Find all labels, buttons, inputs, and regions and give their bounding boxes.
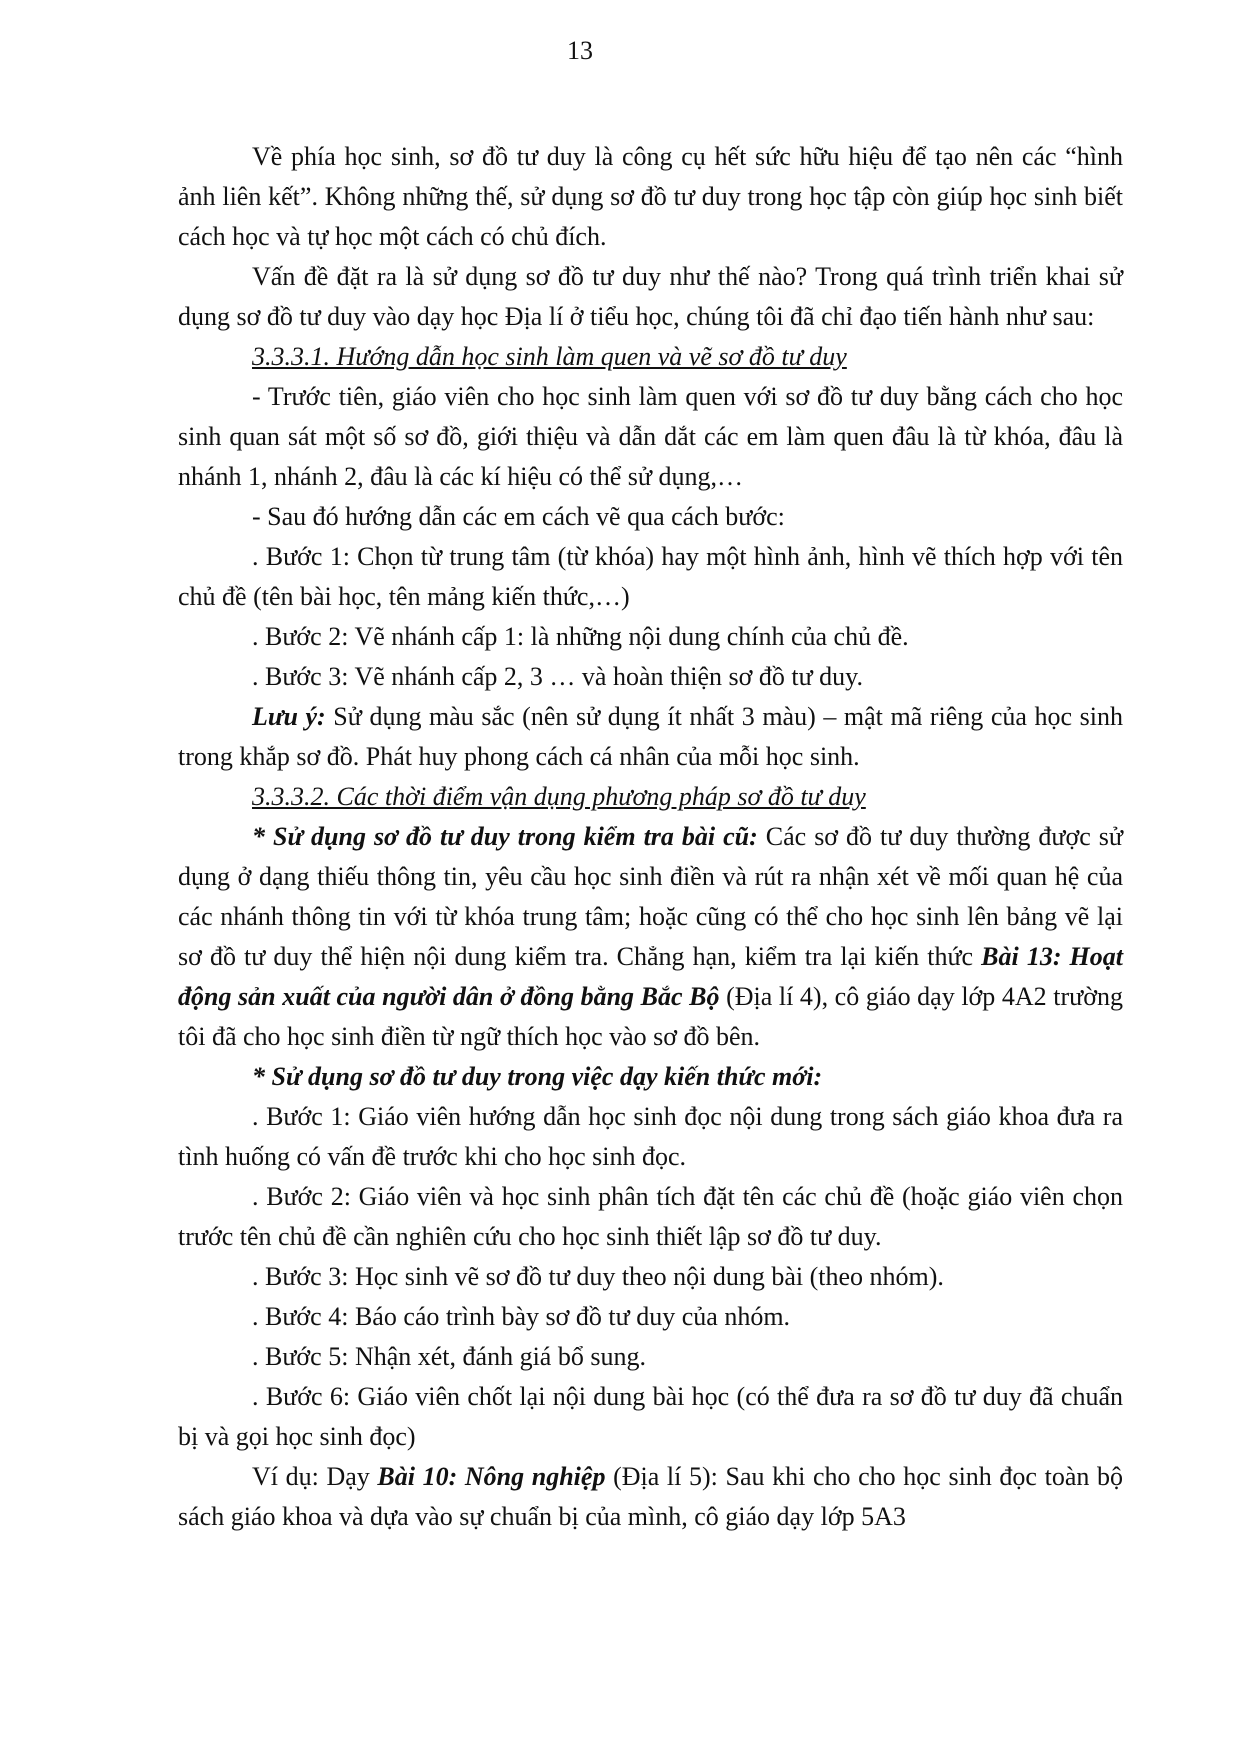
lesson-13-title: Bài 13: Hoạt động sản xuất của người dân ở đồng bằng Bắc Bộ	[178, 942, 1124, 1011]
paragraph-3: - Trước tiên, giáo viên cho học sinh làm quen với sơ đồ tư duy bằng cách cho học sinh quan sát một số sơ đồ, giới thiệu và dẫn dắt các em làm quen đâu là từ khóa, đâu là nhánh 1, nhánh 2, đâu là các kí hiệu có thể sử dụng,…	[178, 382, 1123, 491]
heading-text: 3.3.3.2. Các thời điểm vận dụng phương pháp sơ đồ tư duy	[252, 782, 866, 811]
paragraph-4: - Sau đó hướng dẫn các em cách vẽ qua cách bước:	[252, 502, 785, 531]
section-heading-3-3-3-1	[178, 337, 1123, 377]
old-lesson-text-b: (Địa lí 4), cô giáo dạy lớp 4A2 trường tôi đã cho học sinh điền từ ngữ thích học vào sơ đồ bên.	[178, 982, 1123, 1051]
heading-text: 3.3.3.1. Hướng dẫn học sinh làm quen và vẽ sơ đồ tư duy	[252, 342, 847, 371]
old-lesson-paragraph	[178, 817, 1123, 1057]
paragraph-2: Vấn đề đặt ra là sử dụng sơ đồ tư duy như thế nào? Trong quá trình triển khai sử dụng sơ đồ tư duy vào dạy học Địa lí ở tiểu học, chúng tôi đã chỉ đạo tiến hành như sau:	[178, 262, 1123, 331]
teaching-step-4: . Bước 4: Báo cáo trình bày sơ đồ tư duy của nhóm.	[252, 1302, 791, 1331]
old-lesson-text-a: Các sơ đồ tư duy thường được sử dụng ở dạng thiếu thông tin, yêu cầu học sinh điền và rút ra nhận xét về mối quan hệ của các nhánh thông tin với từ khóa trung tâm; hoặc cũng có thể cho học sinh lên bảng vẽ lại sơ đồ tư duy thể hiện nội dung kiểm tra. Chẳng hạn, kiểm tra lại kiến thức	[178, 822, 1123, 971]
teaching-step-2: . Bước 2: Giáo viên và học sinh phân tích đặt tên các chủ đề (hoặc giáo viên chọn trước tên chủ đề cần nghiên cứu cho học sinh thiết lập sơ đồ tư duy.	[178, 1182, 1123, 1251]
page-number: 13	[567, 36, 593, 65]
paragraph-1: Về phía học sinh, sơ đồ tư duy là công cụ hết sức hữu hiệu để tạo nên các “hình ảnh liên kết”. Không những thế, sử dụng sơ đồ tư duy trong học tập còn giúp học sinh biết cách học và tự học một cách có chủ đích.	[178, 142, 1123, 251]
teaching-step-3: . Bước 3: Học sinh vẽ sơ đồ tư duy theo nội dung bài (theo nhóm).	[252, 1262, 944, 1291]
example-paragraph	[178, 1457, 1123, 1537]
old-lesson-label: * Sử dụng sơ đồ tư duy trong kiểm tra bài cũ:	[252, 822, 758, 851]
new-knowledge-heading	[178, 1057, 1123, 1097]
note-paragraph	[178, 697, 1123, 777]
new-knowledge-label: * Sử dụng sơ đồ tư duy trong việc dạy kiến thức mới:	[252, 1062, 823, 1091]
teaching-step-6: . Bước 6: Giáo viên chốt lại nội dung bài học (có thể đưa ra sơ đồ tư duy đã chuẩn bị và gọi học sinh đọc)	[178, 1382, 1123, 1451]
example-text-a: Ví dụ: Dạy	[252, 1462, 378, 1491]
document-body	[178, 137, 1123, 1537]
step-1: . Bước 1: Chọn từ trung tâm (từ khóa) hay một hình ảnh, hình vẽ thích hợp với tên chủ đề (tên bài học, tên mảng kiến thức,…)	[178, 542, 1123, 611]
step-3: . Bước 3: Vẽ nhánh cấp 2, 3 … và hoàn thiện sơ đồ tư duy.	[252, 662, 863, 691]
note-text: Sử dụng màu sắc (nên sử dụng ít nhất 3 màu) – mật mã riêng của học sinh trong khắp sơ đồ. Phát huy phong cách cá nhân của mỗi học sinh.	[178, 702, 1123, 771]
teaching-step-5: . Bước 5: Nhận xét, đánh giá bổ sung.	[252, 1342, 646, 1371]
section-heading-3-3-3-2	[178, 777, 1123, 817]
lesson-10-title: Bài 10: Nông nghiệp	[377, 1462, 606, 1491]
note-label: Lưu ý:	[252, 702, 326, 731]
step-2: . Bước 2: Vẽ nhánh cấp 1: là những nội dung chính của chủ đề.	[252, 622, 909, 651]
teaching-step-1: . Bước 1: Giáo viên hướng dẫn học sinh đọc nội dung trong sách giáo khoa đưa ra tình huống có vấn đề trước khi cho học sinh đọc.	[178, 1102, 1123, 1171]
example-text-b: (Địa lí 5): Sau khi cho cho học sinh đọc toàn bộ sách giáo khoa và dựa vào sự chuẩn bị của mình, cô giáo dạy lớp 5A3	[178, 1462, 1123, 1531]
